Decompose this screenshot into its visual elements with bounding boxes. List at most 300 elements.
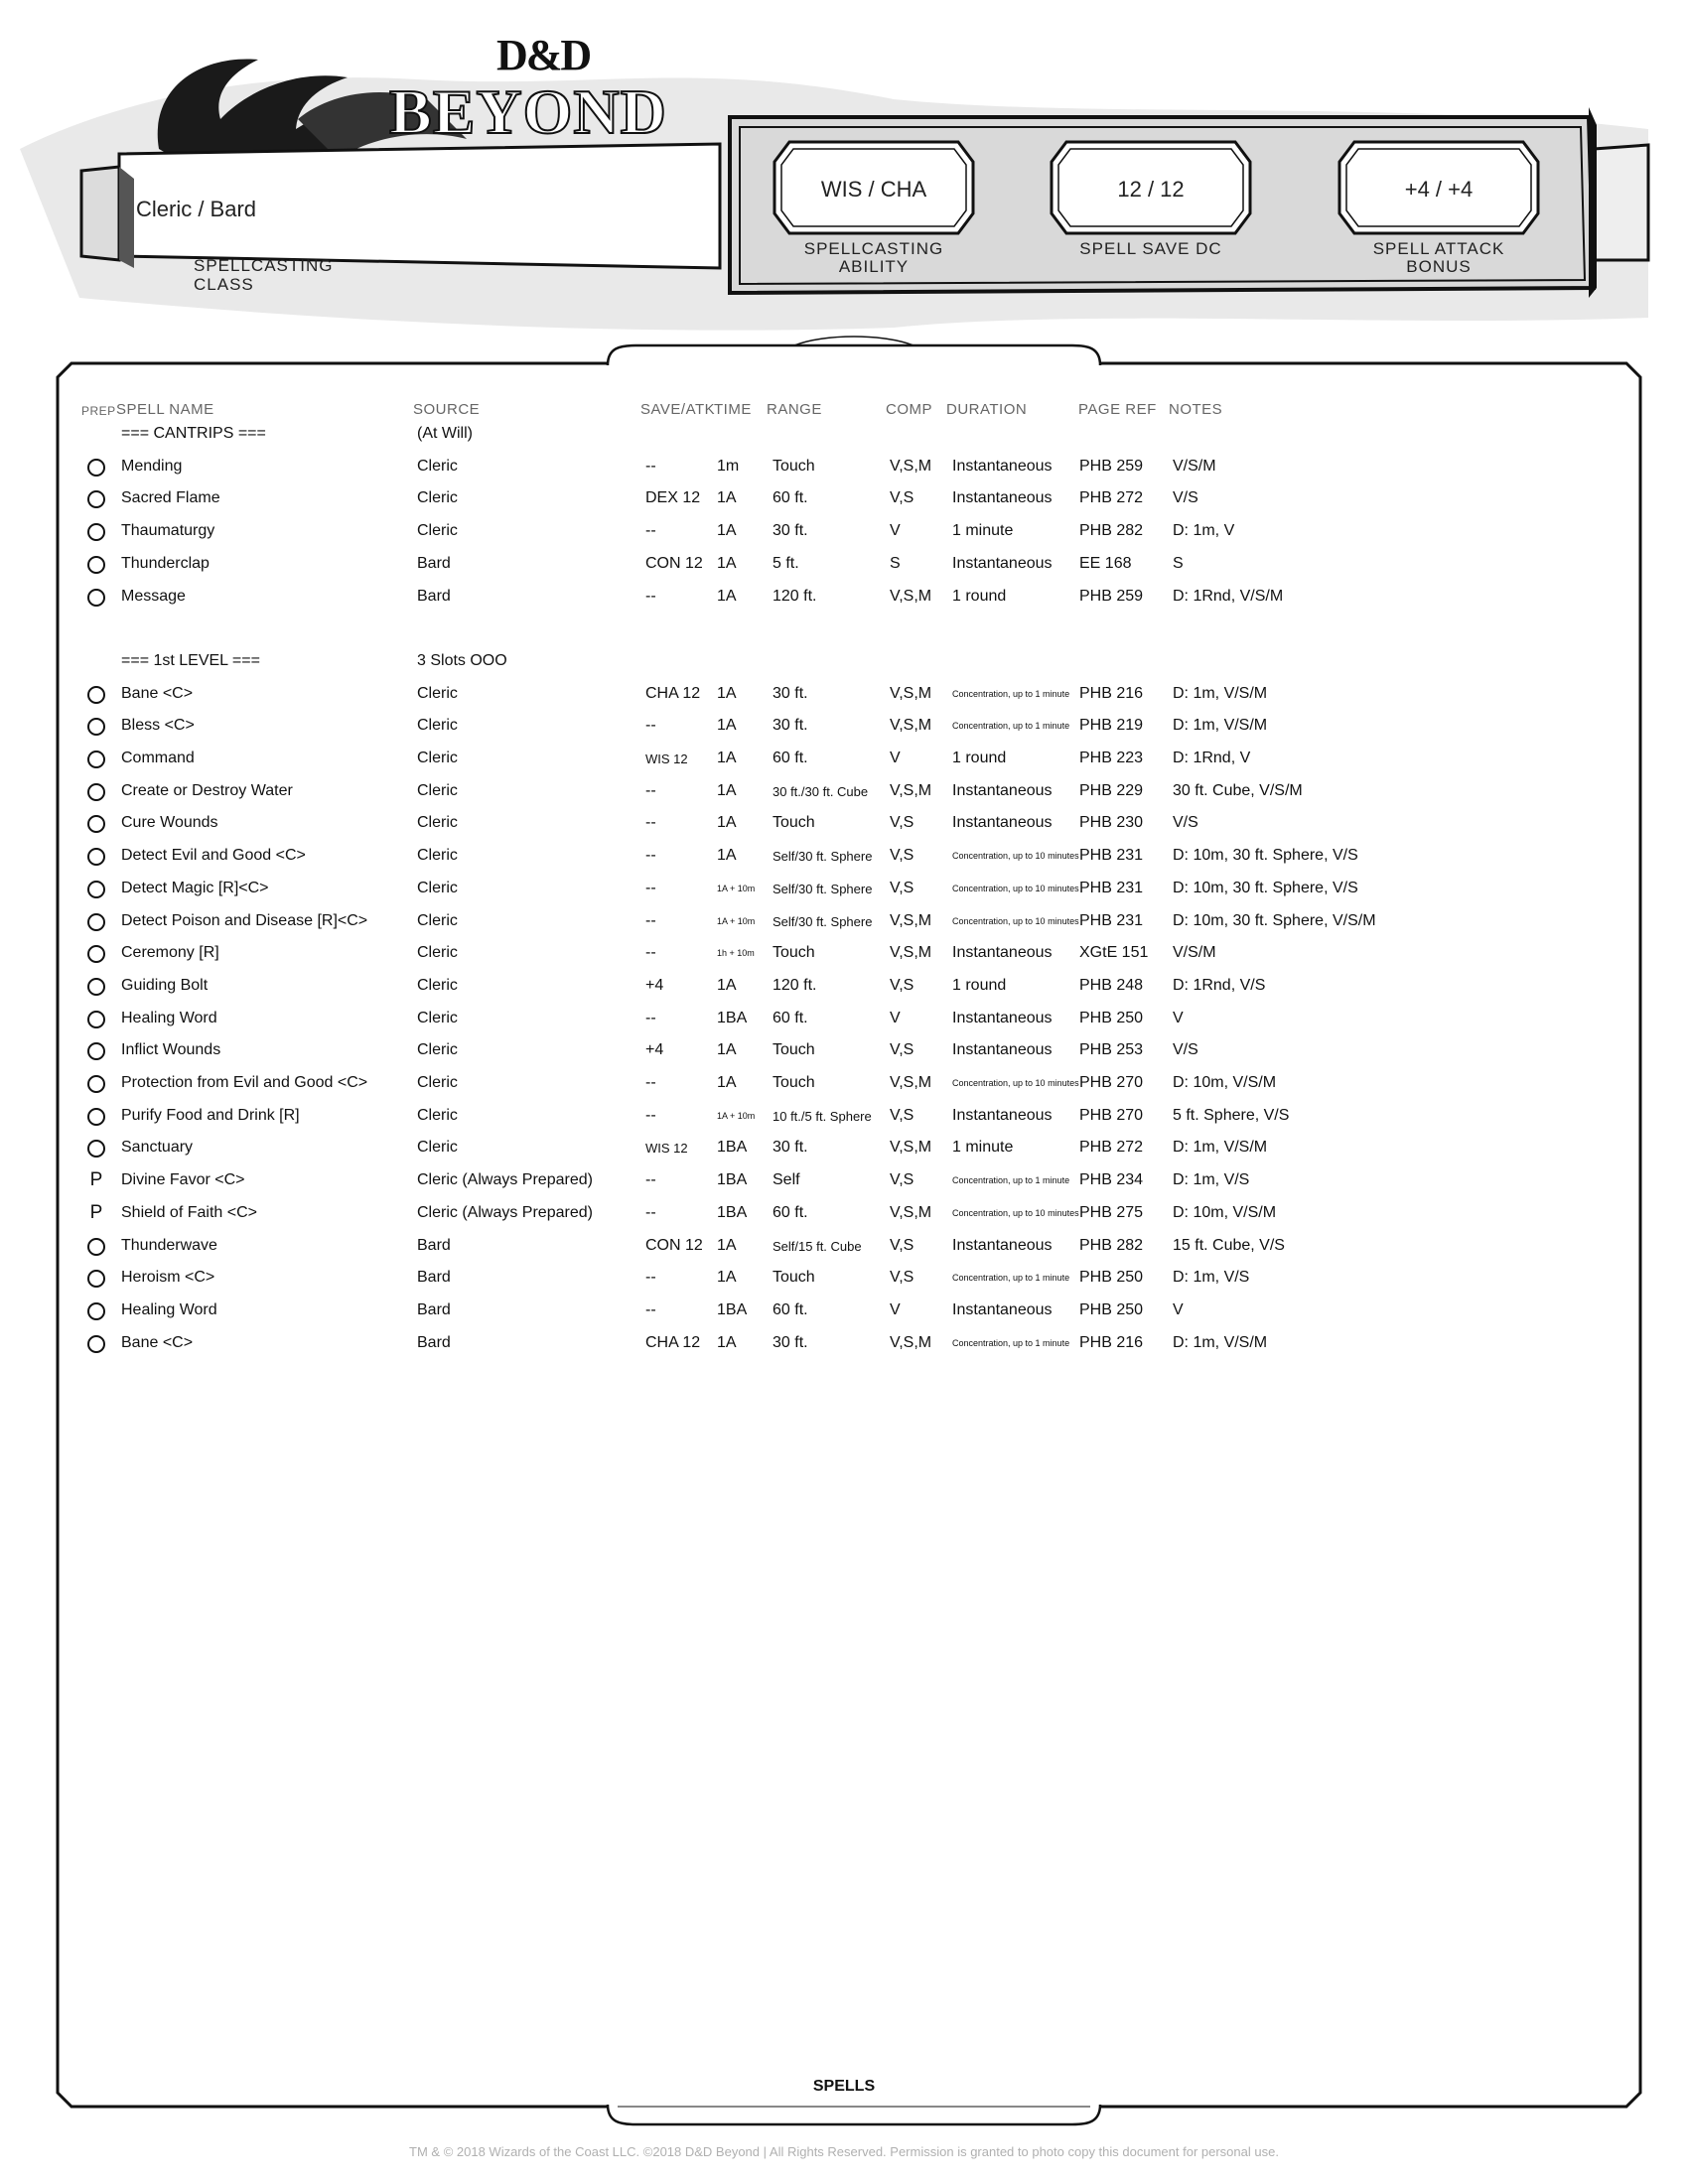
spell-range: Self bbox=[773, 1171, 800, 1189]
spell-range: 120 ft. bbox=[773, 976, 817, 994]
spell-duration: Instantaneous bbox=[952, 1106, 1053, 1124]
spell-source: Cleric bbox=[417, 684, 458, 702]
spell-time: 1A bbox=[717, 1236, 737, 1254]
spell-duration: Instantaneous bbox=[952, 781, 1053, 799]
spell-save-atk: +4 bbox=[645, 976, 664, 994]
spell-page-ref: PHB 250 bbox=[1079, 1269, 1144, 1287]
spell-duration: Instantaneous bbox=[952, 489, 1053, 507]
spell-source: Cleric bbox=[417, 1074, 458, 1091]
spell-components: V,S,M bbox=[890, 684, 932, 702]
spellcasting-class-value[interactable]: Cleric / Bard bbox=[136, 197, 257, 221]
spell-range: Touch bbox=[773, 944, 815, 962]
spell-notes: D: 10m, 30 ft. Sphere, V/S/M bbox=[1173, 911, 1376, 929]
spell-source: Bard bbox=[417, 587, 451, 605]
spell-duration: Instantaneous bbox=[952, 1041, 1053, 1059]
spell-name: Thaumaturgy bbox=[121, 522, 215, 540]
spell-row[interactable] bbox=[0, 814, 1688, 844]
spell-time: 1A bbox=[717, 489, 737, 507]
spell-time: 1BA bbox=[717, 1203, 748, 1221]
spell-page-ref: PHB 216 bbox=[1079, 1333, 1144, 1351]
prepared-checkbox[interactable] bbox=[87, 718, 105, 736]
spell-duration: Concentration, up to 10 minutes bbox=[952, 1207, 1079, 1218]
spell-duration: 1 round bbox=[952, 587, 1007, 605]
spell-range: 60 ft. bbox=[773, 489, 808, 507]
section-slots: 3 Slots OOO bbox=[417, 651, 507, 669]
spell-row[interactable] bbox=[0, 458, 1688, 487]
spell-page-ref: PHB 250 bbox=[1079, 1300, 1144, 1318]
spell-name: Thunderwave bbox=[121, 1236, 217, 1254]
spell-notes: V bbox=[1173, 1009, 1184, 1026]
spell-time: 1A + 10m bbox=[717, 1110, 756, 1121]
spell-page-ref: PHB 275 bbox=[1079, 1203, 1144, 1221]
prepared-checkbox[interactable] bbox=[87, 459, 105, 477]
col-prep-header: PREP bbox=[81, 404, 116, 418]
spell-page-ref: PHB 234 bbox=[1079, 1171, 1144, 1189]
spell-source: Cleric bbox=[417, 717, 458, 735]
col-name-header: SPELL NAME bbox=[116, 401, 214, 418]
spell-name: Heroism <C> bbox=[121, 1269, 215, 1287]
spell-notes: D: 1m, V/S/M bbox=[1173, 684, 1268, 702]
section-header-row bbox=[0, 652, 1688, 682]
spell-notes: D: 1m, V bbox=[1173, 522, 1235, 540]
spell-components: V,S,M bbox=[890, 1203, 932, 1221]
spell-range: 30 ft. bbox=[773, 522, 808, 540]
spell-components: V,S bbox=[890, 1106, 914, 1124]
spell-row[interactable] bbox=[0, 1074, 1688, 1104]
prepared-checkbox[interactable] bbox=[87, 1302, 105, 1320]
spell-save-atk: -- bbox=[645, 1074, 656, 1091]
spell-notes: D: 10m, V/S/M bbox=[1173, 1203, 1277, 1221]
prepared-checkbox[interactable] bbox=[87, 881, 105, 898]
spell-components: V bbox=[890, 522, 901, 540]
spell-duration: Instantaneous bbox=[952, 944, 1053, 962]
spell-range: Touch bbox=[773, 457, 815, 475]
spell-range: 60 ft. bbox=[773, 750, 808, 766]
spell-name: Create or Destroy Water bbox=[121, 781, 293, 799]
spell-notes: D: 1m, V/S/M bbox=[1173, 717, 1268, 735]
spell-page-ref: PHB 259 bbox=[1079, 587, 1144, 605]
spell-source: Cleric bbox=[417, 976, 458, 994]
spell-source: Cleric bbox=[417, 1009, 458, 1026]
spell-row[interactable] bbox=[0, 1201, 1688, 1234]
spell-source: Bard bbox=[417, 554, 451, 572]
spell-duration: Instantaneous bbox=[952, 814, 1053, 832]
spell-source: Bard bbox=[417, 1236, 451, 1254]
spell-notes: V/S/M bbox=[1173, 944, 1216, 962]
spell-name: Guiding Bolt bbox=[121, 976, 209, 994]
section-header-row bbox=[0, 425, 1688, 455]
spell-notes: 30 ft. Cube, V/S/M bbox=[1173, 781, 1303, 799]
spell-duration: Concentration, up to 1 minute bbox=[952, 688, 1070, 699]
prepared-checkbox[interactable] bbox=[87, 1140, 105, 1158]
spell-page-ref: XGtE 151 bbox=[1079, 944, 1149, 962]
spell-time: 1A bbox=[717, 1041, 737, 1059]
spell-time: 1BA bbox=[717, 1300, 748, 1318]
spell-range: 30 ft./30 ft. Cube bbox=[773, 783, 869, 799]
col-source-header: SOURCE bbox=[413, 401, 481, 418]
spell-duration: 1 round bbox=[952, 750, 1007, 766]
spell-attack-bonus-label: SPELL ATTACK BONUS bbox=[1372, 239, 1505, 276]
spell-time: 1A bbox=[717, 717, 737, 735]
spell-source: Cleric bbox=[417, 944, 458, 962]
spell-name: Bane <C> bbox=[121, 1333, 194, 1351]
spell-save-atk: -- bbox=[645, 911, 656, 929]
spell-notes: S bbox=[1173, 554, 1184, 572]
col-comp-header: COMP bbox=[886, 401, 932, 418]
spell-save-atk: CHA 12 bbox=[645, 684, 701, 702]
spell-notes: V/S bbox=[1173, 814, 1198, 832]
spell-source: Cleric bbox=[417, 879, 458, 896]
spell-source: Cleric (Always Prepared) bbox=[417, 1203, 593, 1221]
spell-save-atk: -- bbox=[645, 944, 656, 962]
spell-save-dc-value[interactable]: 12 / 12 bbox=[1117, 177, 1185, 202]
spell-row[interactable] bbox=[0, 1139, 1688, 1168]
spell-notes: D: 10m, 30 ft. Sphere, V/S bbox=[1173, 879, 1358, 896]
spell-components: V,S,M bbox=[890, 1074, 932, 1091]
spell-save-atk: +4 bbox=[645, 1041, 664, 1059]
spell-name: Shield of Faith <C> bbox=[121, 1203, 257, 1221]
spell-row[interactable] bbox=[0, 1237, 1688, 1267]
spell-name: Bane <C> bbox=[121, 684, 194, 702]
prepared-checkbox[interactable] bbox=[87, 913, 105, 931]
spell-page-ref: PHB 270 bbox=[1079, 1074, 1144, 1091]
spell-range: Self/15 ft. Cube bbox=[773, 1238, 862, 1254]
spell-save-atk: -- bbox=[645, 1106, 656, 1124]
prepared-checkbox[interactable] bbox=[87, 1270, 105, 1288]
spell-source: Cleric bbox=[417, 1106, 458, 1124]
spell-row[interactable] bbox=[0, 717, 1688, 747]
spell-save-atk: CON 12 bbox=[645, 554, 703, 572]
spell-notes: D: 1m, V/S bbox=[1173, 1171, 1250, 1189]
spell-row[interactable] bbox=[0, 1010, 1688, 1039]
spell-duration: Concentration, up to 10 minutes bbox=[952, 883, 1079, 893]
spell-page-ref: PHB 282 bbox=[1079, 1236, 1144, 1254]
spell-time: 1A bbox=[717, 750, 737, 766]
spell-components: V,S bbox=[890, 1041, 914, 1059]
spell-row[interactable] bbox=[0, 588, 1688, 617]
prepared-checkbox[interactable] bbox=[87, 686, 105, 704]
spell-name: Mending bbox=[121, 457, 183, 475]
spell-save-atk: -- bbox=[645, 717, 656, 735]
spell-range: 30 ft. bbox=[773, 1139, 808, 1157]
spell-range: 60 ft. bbox=[773, 1203, 808, 1221]
prepared-checkbox[interactable] bbox=[87, 945, 105, 963]
beyond-logo-text: BEYOND bbox=[389, 76, 667, 147]
spell-name: Sacred Flame bbox=[121, 489, 220, 507]
spell-notes: 5 ft. Sphere, V/S bbox=[1173, 1106, 1290, 1124]
spell-notes: D: 1m, V/S bbox=[1173, 1269, 1250, 1287]
spellcasting-ability-value[interactable]: WIS / CHA bbox=[820, 177, 927, 202]
spell-duration: Concentration, up to 1 minute bbox=[952, 721, 1070, 732]
spell-save-atk: -- bbox=[645, 847, 656, 865]
prepared-checkbox[interactable] bbox=[87, 815, 105, 833]
spell-range: Self/30 ft. Sphere bbox=[773, 881, 873, 896]
spell-save-atk: -- bbox=[645, 1203, 656, 1221]
spell-range: 30 ft. bbox=[773, 684, 808, 702]
spell-notes: V bbox=[1173, 1300, 1184, 1318]
prepared-marker: P bbox=[89, 1201, 103, 1223]
spell-save-atk: -- bbox=[645, 457, 656, 475]
spell-time: 1A bbox=[717, 976, 737, 994]
spell-components: V,S,M bbox=[890, 587, 932, 605]
spell-source: Cleric (Always Prepared) bbox=[417, 1171, 593, 1189]
spell-range: 60 ft. bbox=[773, 1300, 808, 1318]
spell-row[interactable] bbox=[0, 1107, 1688, 1137]
prepared-checkbox[interactable] bbox=[87, 1335, 105, 1353]
spell-components: V,S bbox=[890, 814, 914, 832]
spell-save-atk: -- bbox=[645, 814, 656, 832]
spell-save-atk: -- bbox=[645, 1300, 656, 1318]
spell-save-dc-label: SPELL SAVE DC bbox=[1079, 239, 1222, 258]
spell-notes: V/S bbox=[1173, 489, 1198, 507]
spell-page-ref: PHB 272 bbox=[1079, 489, 1144, 507]
spell-name: Bless <C> bbox=[121, 717, 195, 735]
spell-source: Cleric bbox=[417, 911, 458, 929]
prepared-checkbox[interactable] bbox=[87, 589, 105, 607]
spellcasting-class-label: SPELLCASTING CLASS bbox=[194, 256, 334, 294]
spell-save-atk: -- bbox=[645, 1171, 656, 1189]
spell-source: Cleric bbox=[417, 781, 458, 799]
prepared-checkbox[interactable] bbox=[87, 1238, 105, 1256]
spell-save-atk: -- bbox=[645, 781, 656, 799]
prepared-checkbox[interactable] bbox=[87, 751, 105, 768]
spell-duration: Concentration, up to 10 minutes bbox=[952, 1078, 1079, 1088]
col-time-header: TIME bbox=[714, 401, 752, 418]
spell-page-ref: PHB 223 bbox=[1079, 750, 1144, 766]
spell-time: 1A bbox=[717, 781, 737, 799]
section-slots: (At Will) bbox=[417, 425, 473, 442]
spell-components: V,S bbox=[890, 847, 914, 865]
spell-time: 1A bbox=[717, 1074, 737, 1091]
spell-range: Touch bbox=[773, 1074, 815, 1091]
spell-range: 60 ft. bbox=[773, 1009, 808, 1026]
spell-duration: Concentration, up to 10 minutes bbox=[952, 915, 1079, 926]
spell-range: 30 ft. bbox=[773, 1333, 808, 1351]
spell-notes: D: 1Rnd, V/S bbox=[1173, 976, 1266, 994]
spell-time: 1h + 10m bbox=[717, 948, 755, 959]
spell-components: V,S,M bbox=[890, 457, 932, 475]
section-title: === 1st LEVEL === bbox=[121, 651, 260, 669]
spell-range: Touch bbox=[773, 1041, 815, 1059]
spell-name: Detect Magic [R]<C> bbox=[121, 879, 269, 896]
spell-row[interactable] bbox=[0, 1269, 1688, 1298]
spell-time: 1A bbox=[717, 1333, 737, 1351]
spell-source: Bard bbox=[417, 1333, 451, 1351]
spell-attack-bonus-value[interactable]: +4 / +4 bbox=[1404, 177, 1474, 202]
spell-row[interactable] bbox=[0, 847, 1688, 877]
spell-components: V bbox=[890, 1009, 901, 1026]
spell-time: 1A bbox=[717, 684, 737, 702]
spell-duration: 1 round bbox=[952, 976, 1007, 994]
spell-source: Cleric bbox=[417, 847, 458, 865]
spell-row[interactable] bbox=[0, 1171, 1688, 1201]
spell-time: 1A bbox=[717, 814, 737, 832]
spell-components: V,S bbox=[890, 1269, 914, 1287]
spell-range: 120 ft. bbox=[773, 587, 817, 605]
spell-page-ref: EE 168 bbox=[1079, 554, 1132, 572]
spell-duration: Instantaneous bbox=[952, 457, 1053, 475]
spell-row[interactable] bbox=[0, 782, 1688, 812]
spell-notes: D: 1m, V/S/M bbox=[1173, 1333, 1268, 1351]
prepared-checkbox[interactable] bbox=[87, 1011, 105, 1028]
spell-components: V bbox=[890, 1300, 901, 1318]
spellcasting-ability-label: SPELLCASTING ABILITY bbox=[803, 239, 944, 276]
spell-page-ref: PHB 250 bbox=[1079, 1009, 1144, 1026]
spell-row[interactable] bbox=[0, 977, 1688, 1007]
spell-range: 30 ft. bbox=[773, 717, 808, 735]
prepared-checkbox[interactable] bbox=[87, 1108, 105, 1126]
spell-time: 1BA bbox=[717, 1009, 748, 1026]
spell-page-ref: PHB 253 bbox=[1079, 1041, 1144, 1059]
spell-time: 1A bbox=[717, 522, 737, 540]
spell-name: Ceremony [R] bbox=[121, 944, 219, 962]
spell-notes: D: 1Rnd, V bbox=[1173, 750, 1251, 766]
spell-time: 1A bbox=[717, 847, 737, 865]
spell-name: Protection from Evil and Good <C> bbox=[121, 1074, 368, 1091]
spell-page-ref: PHB 282 bbox=[1079, 522, 1144, 540]
spell-name: Message bbox=[121, 587, 186, 605]
prepared-checkbox[interactable] bbox=[87, 978, 105, 996]
spell-time: 1BA bbox=[717, 1171, 748, 1189]
spell-range: Self/30 ft. Sphere bbox=[773, 913, 873, 929]
spell-row[interactable] bbox=[0, 685, 1688, 715]
spell-row[interactable] bbox=[0, 1334, 1688, 1364]
spell-components: V,S bbox=[890, 976, 914, 994]
spell-name: Healing Word bbox=[121, 1009, 217, 1026]
spell-save-atk: -- bbox=[645, 1269, 656, 1287]
col-range-header: RANGE bbox=[767, 401, 822, 418]
spell-duration: Instantaneous bbox=[952, 554, 1053, 572]
spell-name: Detect Poison and Disease [R]<C> bbox=[121, 911, 368, 929]
spell-save-atk: CON 12 bbox=[645, 1236, 703, 1254]
spell-duration: Instantaneous bbox=[952, 1300, 1053, 1318]
spell-notes: D: 1Rnd, V/S/M bbox=[1173, 587, 1284, 605]
spell-duration: 1 minute bbox=[952, 1139, 1014, 1157]
dnd-logo-text: D&D bbox=[496, 31, 591, 79]
spell-row[interactable] bbox=[0, 944, 1688, 974]
spell-name: Healing Word bbox=[121, 1300, 217, 1318]
spell-notes: V/S bbox=[1173, 1041, 1198, 1059]
spell-components: V,S,M bbox=[890, 911, 932, 929]
spell-notes: 15 ft. Cube, V/S bbox=[1173, 1236, 1285, 1254]
spell-components: V,S,M bbox=[890, 1333, 932, 1351]
spell-name: Divine Favor <C> bbox=[121, 1171, 245, 1189]
prepared-checkbox[interactable] bbox=[87, 1042, 105, 1060]
spell-source: Bard bbox=[417, 1300, 451, 1318]
prepared-checkbox[interactable] bbox=[87, 783, 105, 801]
prepared-checkbox[interactable] bbox=[87, 1075, 105, 1093]
spell-row[interactable] bbox=[0, 912, 1688, 942]
sheet-title: SPELLS bbox=[812, 2078, 876, 2095]
spell-source: Cleric bbox=[417, 750, 458, 766]
spell-page-ref: PHB 231 bbox=[1079, 911, 1144, 929]
spell-source: Cleric bbox=[417, 1041, 458, 1059]
spell-time: 1m bbox=[717, 457, 740, 475]
prepared-checkbox[interactable] bbox=[87, 490, 105, 508]
spell-source: Cleric bbox=[417, 1139, 458, 1157]
spell-time: 1A + 10m bbox=[717, 883, 756, 893]
spell-name: Inflict Wounds bbox=[121, 1041, 221, 1059]
spell-time: 1BA bbox=[717, 1139, 748, 1157]
spell-row[interactable] bbox=[0, 1041, 1688, 1071]
spell-duration: Concentration, up to 1 minute bbox=[952, 1337, 1070, 1348]
col-page-header: PAGE REF bbox=[1078, 401, 1157, 418]
spell-components: V,S bbox=[890, 879, 914, 896]
spell-components: S bbox=[890, 554, 901, 572]
spell-components: V,S bbox=[890, 489, 914, 507]
prepared-checkbox[interactable] bbox=[87, 848, 105, 866]
spell-duration: 1 minute bbox=[952, 522, 1014, 540]
spell-page-ref: PHB 270 bbox=[1079, 1106, 1144, 1124]
spell-save-atk: -- bbox=[645, 587, 656, 605]
spell-source: Cleric bbox=[417, 522, 458, 540]
spell-save-atk: -- bbox=[645, 879, 656, 896]
spell-name: Command bbox=[121, 750, 195, 766]
spell-page-ref: PHB 248 bbox=[1079, 976, 1144, 994]
spell-row[interactable] bbox=[0, 750, 1688, 779]
spell-notes: V/S/M bbox=[1173, 457, 1216, 475]
spell-page-ref: PHB 231 bbox=[1079, 879, 1144, 896]
spell-save-atk: CHA 12 bbox=[645, 1333, 701, 1351]
spell-row[interactable] bbox=[0, 880, 1688, 909]
spell-row[interactable] bbox=[0, 489, 1688, 519]
prepared-marker: P bbox=[89, 1169, 103, 1191]
spell-name: Detect Evil and Good <C> bbox=[121, 847, 306, 865]
prepared-checkbox[interactable] bbox=[87, 523, 105, 541]
spell-save-atk: -- bbox=[645, 1009, 656, 1026]
spell-save-atk: WIS 12 bbox=[645, 1141, 688, 1157]
col-duration-header: DURATION bbox=[946, 401, 1028, 418]
spell-notes: D: 10m, 30 ft. Sphere, V/S bbox=[1173, 847, 1358, 865]
prepared-checkbox[interactable] bbox=[87, 556, 105, 574]
spell-notes: D: 10m, V/S/M bbox=[1173, 1074, 1277, 1091]
spell-components: V,S,M bbox=[890, 717, 932, 735]
spell-page-ref: PHB 272 bbox=[1079, 1139, 1144, 1157]
spell-row[interactable] bbox=[0, 1301, 1688, 1331]
spell-components: V,S bbox=[890, 1171, 914, 1189]
col-notes-header: NOTES bbox=[1169, 401, 1223, 418]
col-save-header: SAVE/ATK bbox=[640, 401, 716, 418]
spell-name: Purify Food and Drink [R] bbox=[121, 1106, 300, 1124]
spell-components: V,S bbox=[890, 1236, 914, 1254]
spell-time: 1A + 10m bbox=[717, 915, 756, 926]
spell-time: 1A bbox=[717, 587, 737, 605]
spell-range: 5 ft. bbox=[773, 554, 799, 572]
spell-range: Touch bbox=[773, 814, 815, 832]
spell-source: Bard bbox=[417, 1269, 451, 1287]
spell-components: V,S,M bbox=[890, 1139, 932, 1157]
spell-row[interactable] bbox=[0, 555, 1688, 585]
spell-name: Sanctuary bbox=[121, 1139, 194, 1157]
spell-name: Thunderclap bbox=[121, 554, 210, 572]
spell-page-ref: PHB 219 bbox=[1079, 717, 1144, 735]
spell-source: Cleric bbox=[417, 457, 458, 475]
spell-source: Cleric bbox=[417, 489, 458, 507]
spell-page-ref: PHB 229 bbox=[1079, 781, 1144, 799]
spell-range: 10 ft./5 ft. Sphere bbox=[773, 1108, 872, 1124]
spacer-row bbox=[0, 619, 1688, 649]
spell-name: Cure Wounds bbox=[121, 814, 218, 832]
spell-row[interactable] bbox=[0, 522, 1688, 552]
spell-save-atk: -- bbox=[645, 522, 656, 540]
spell-duration: Instantaneous bbox=[952, 1009, 1053, 1026]
spell-time: 1A bbox=[717, 554, 737, 572]
spell-components: V bbox=[890, 750, 901, 766]
spell-page-ref: PHB 216 bbox=[1079, 684, 1144, 702]
spell-range: Touch bbox=[773, 1269, 815, 1287]
spell-duration: Instantaneous bbox=[952, 1236, 1053, 1254]
spell-page-ref: PHB 230 bbox=[1079, 814, 1144, 832]
